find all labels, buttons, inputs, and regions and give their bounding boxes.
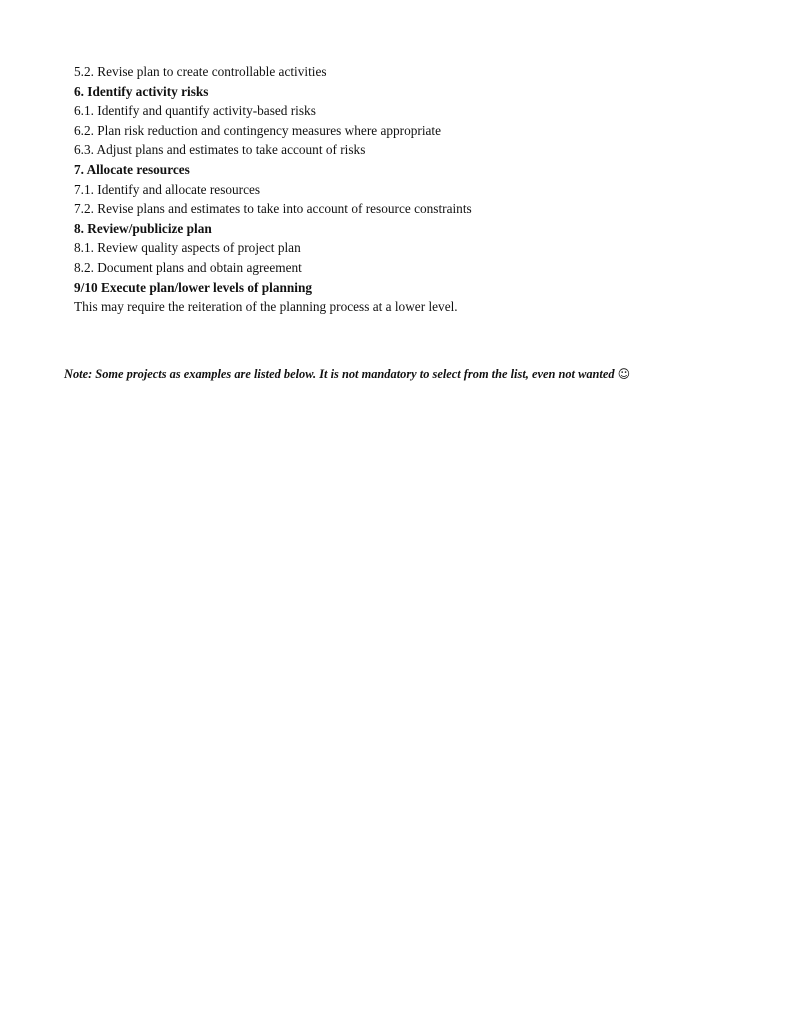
note-text: Note: Some projects as examples are listed below. It is not mandatory to select from the list, even not wanted [64,367,615,381]
outline-line-12: This may require the reiteration of the planning process at a lower level. [74,299,458,315]
outline-heading-7: 7. Allocate resources [74,161,190,177]
outline-line-6: 7.1. Identify and allocate resources [74,181,261,197]
outline-heading-9-10: 9/10 Execute plan/lower levels of planning [74,279,312,295]
outline-heading-6: 6. Identify activity risks [74,83,209,99]
outline-line-2: 6.1. Identify and quantify activity-based risks [74,103,316,119]
outline-line-0: 5.2. Revise plan to create controllable activities [74,64,327,79]
outline-line-10: 8.2. Document plans and obtain agreement [74,259,302,275]
note-paragraph [64,365,764,383]
smiley-icon: ☺ [617,367,631,381]
outline-line-3: 6.2. Plan risk reduction and contingency measures where appropriate [74,122,442,138]
outline-heading-8: 8. Review/publicize plan [74,220,212,236]
outline-line-7: 7.2. Revise plans and estimates to take into account of resource constraints [74,201,472,217]
planning-steps-outline [74,62,754,317]
outline-line-9: 8.1. Review quality aspects of project plan [74,240,301,256]
outline-line-4: 6.3. Adjust plans and estimates to take account of risks [74,142,366,158]
